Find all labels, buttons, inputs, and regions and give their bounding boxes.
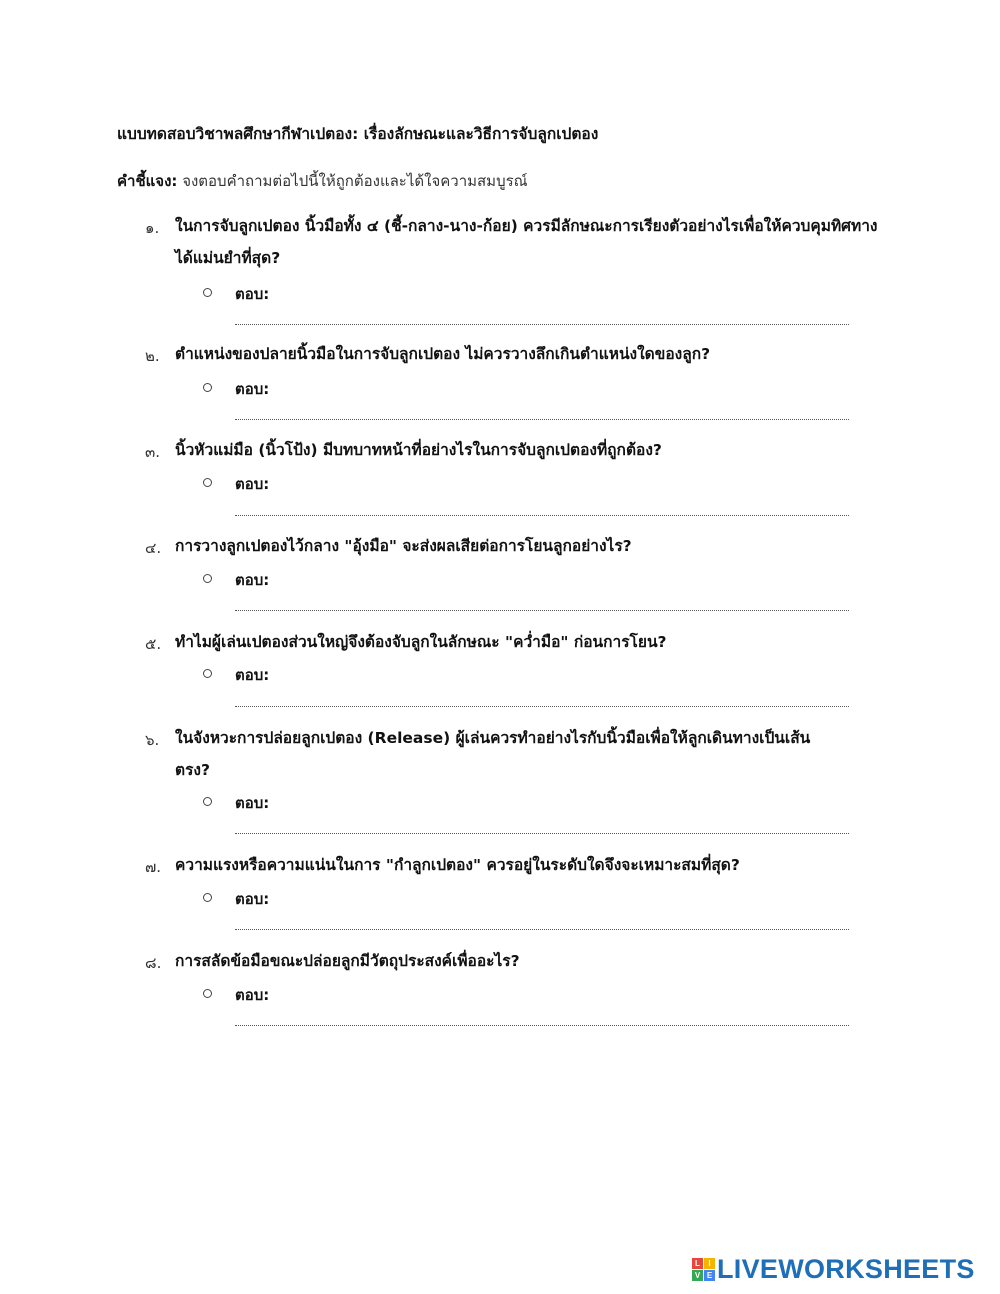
- question-number: ๑.: [145, 219, 160, 237]
- answer-line-2[interactable]: [235, 419, 849, 420]
- hollow-bullet-icon: [203, 893, 212, 902]
- question-text: ความแรงหรือความแน่นในการ "กำลูกเปตอง" ควรอยู่ในระดับใดจึงจะเหมาะสมที่สุด?: [175, 856, 740, 874]
- question-text: การสลัดข้อมือขณะปล่อยลูกมีวัตถุประสงค์เพื่ออะไร?: [175, 952, 520, 970]
- logo-letter: L: [692, 1258, 703, 1269]
- answer-label: ตอบ:: [235, 285, 270, 303]
- worksheet-title: แบบทดสอบวิชาพลศึกษากีฬาเปตอง: เรื่องลักษณะและวิธีการจับลูกเปตอง: [117, 125, 599, 143]
- question-number: ๒.: [145, 347, 160, 365]
- hollow-bullet-icon: [203, 989, 212, 998]
- logo-letter: V: [692, 1270, 703, 1281]
- answer-label: ตอบ:: [235, 380, 270, 398]
- logo-letter: I: [704, 1258, 715, 1269]
- question-number: ๗.: [145, 858, 162, 876]
- hollow-bullet-icon: [203, 383, 212, 392]
- answer-line-8[interactable]: [235, 1025, 849, 1026]
- liveworksheets-logo[interactable]: [692, 1254, 975, 1285]
- question-text: การวางลูกเปตองไว้กลาง "อุ้งมือ" จะส่งผลเสียต่อการโยนลูกอย่างไร?: [175, 537, 632, 555]
- answer-line-7[interactable]: [235, 929, 849, 930]
- answer-line-4[interactable]: [235, 610, 849, 611]
- question-number: ๓.: [145, 443, 161, 461]
- instructions-text: จงตอบคำถามต่อไปนี้ให้ถูกต้องและได้ใจความสมบูรณ์: [177, 172, 528, 190]
- answer-label: ตอบ:: [235, 794, 270, 812]
- hollow-bullet-icon: [203, 478, 212, 487]
- hollow-bullet-icon: [203, 574, 212, 583]
- hollow-bullet-icon: [203, 669, 212, 678]
- question-number: ๖.: [145, 731, 160, 749]
- question-number: ๔.: [145, 539, 162, 557]
- question-text: ในจังหวะการปล่อยลูกเปตอง (Release) ผู้เล่นควรทำอย่างไรกับนิ้วมือเพื่อให้ลูกเดินทางเป็นเส้นตรง?: [175, 729, 811, 779]
- answer-line-3[interactable]: [235, 515, 849, 516]
- hollow-bullet-icon: [203, 288, 212, 297]
- answer-line-5[interactable]: [235, 706, 849, 707]
- question-text: นิ้วหัวแม่มือ (นิ้วโป้ง) มีบทบาทหน้าที่อย่างไรในการจับลูกเปตองที่ถูกต้อง?: [175, 441, 662, 459]
- logo-mark-icon: [692, 1258, 715, 1281]
- answer-label: ตอบ:: [235, 571, 270, 589]
- question-text: ตำแหน่งของปลายนิ้วมือในการจับลูกเปตอง ไม่ควรวางลึกเกินตำแหน่งใดของลูก?: [175, 345, 711, 363]
- answer-label: ตอบ:: [235, 986, 270, 1004]
- logo-wordmark: LIVEWORKSHEETS: [717, 1254, 975, 1284]
- answer-label: ตอบ:: [235, 890, 270, 908]
- instructions-label: คำชี้แจง:: [117, 172, 178, 190]
- logo-letter: E: [704, 1270, 715, 1281]
- answer-line-6[interactable]: [235, 833, 849, 834]
- question-text: ในการจับลูกเปตอง นิ้วมือทั้ง ๔ (ชี้-กลาง-นาง-ก้อย) ควรมีลักษณะการเรียงตัวอย่างไรเพื่อให้ควบคุมทิศทางได้แม่นยำที่สุด?: [175, 217, 878, 267]
- answer-label: ตอบ:: [235, 475, 270, 493]
- hollow-bullet-icon: [203, 797, 212, 806]
- question-number: ๕.: [145, 635, 162, 653]
- question-text: ทำไมผู้เล่นเปตองส่วนใหญ่จึงต้องจับลูกในลักษณะ "คว่ำมือ" ก่อนการโยน?: [175, 633, 667, 651]
- answer-line-1[interactable]: [235, 324, 849, 325]
- instructions: [117, 169, 528, 193]
- answer-label: ตอบ:: [235, 666, 270, 684]
- question-number: ๘.: [145, 954, 162, 972]
